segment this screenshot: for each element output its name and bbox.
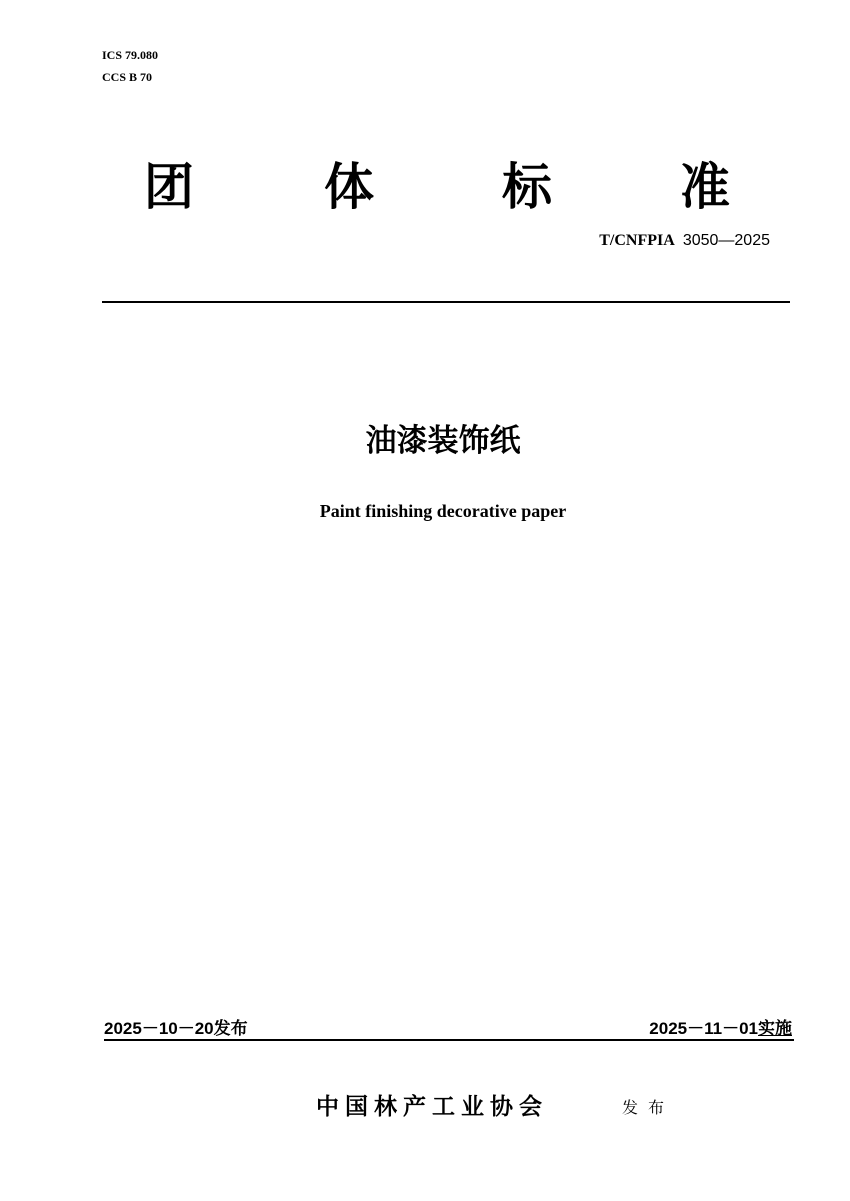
publish-date-value: 2025－10－20: [104, 1019, 214, 1038]
standard-type-char-1: 团: [144, 158, 194, 216]
ics-code: ICS 79.080: [102, 48, 159, 62]
footer-divider: [104, 1039, 794, 1041]
standard-type-heading: [140, 152, 740, 222]
document-title-en: Paint finishing decorative paper: [319, 501, 567, 521]
publisher-label: 发布: [622, 1098, 675, 1117]
implement-date-suffix: 实施: [758, 1019, 792, 1038]
implement-date-value: 2025－11－01: [649, 1019, 758, 1038]
publish-date: [104, 1017, 248, 1041]
implement-date: [649, 1017, 792, 1041]
standard-type-char-4: 准: [680, 158, 730, 216]
standard-code-number: 3050—2025: [682, 232, 770, 249]
standard-code: [599, 230, 770, 252]
ccs-code: CCS B 70: [102, 70, 153, 84]
publisher-name: 中国林产工业协会: [316, 1094, 548, 1120]
classification-codes: [102, 44, 158, 88]
standard-type-char-3: 标: [502, 158, 552, 216]
standard-code-prefix: T/CNFPIA: [599, 232, 675, 249]
standard-type-char-2: 体: [324, 158, 374, 216]
document-title-zh: 油漆装饰纸: [365, 423, 521, 459]
header-divider: [102, 301, 790, 303]
publish-date-suffix: 发布: [213, 1019, 248, 1038]
